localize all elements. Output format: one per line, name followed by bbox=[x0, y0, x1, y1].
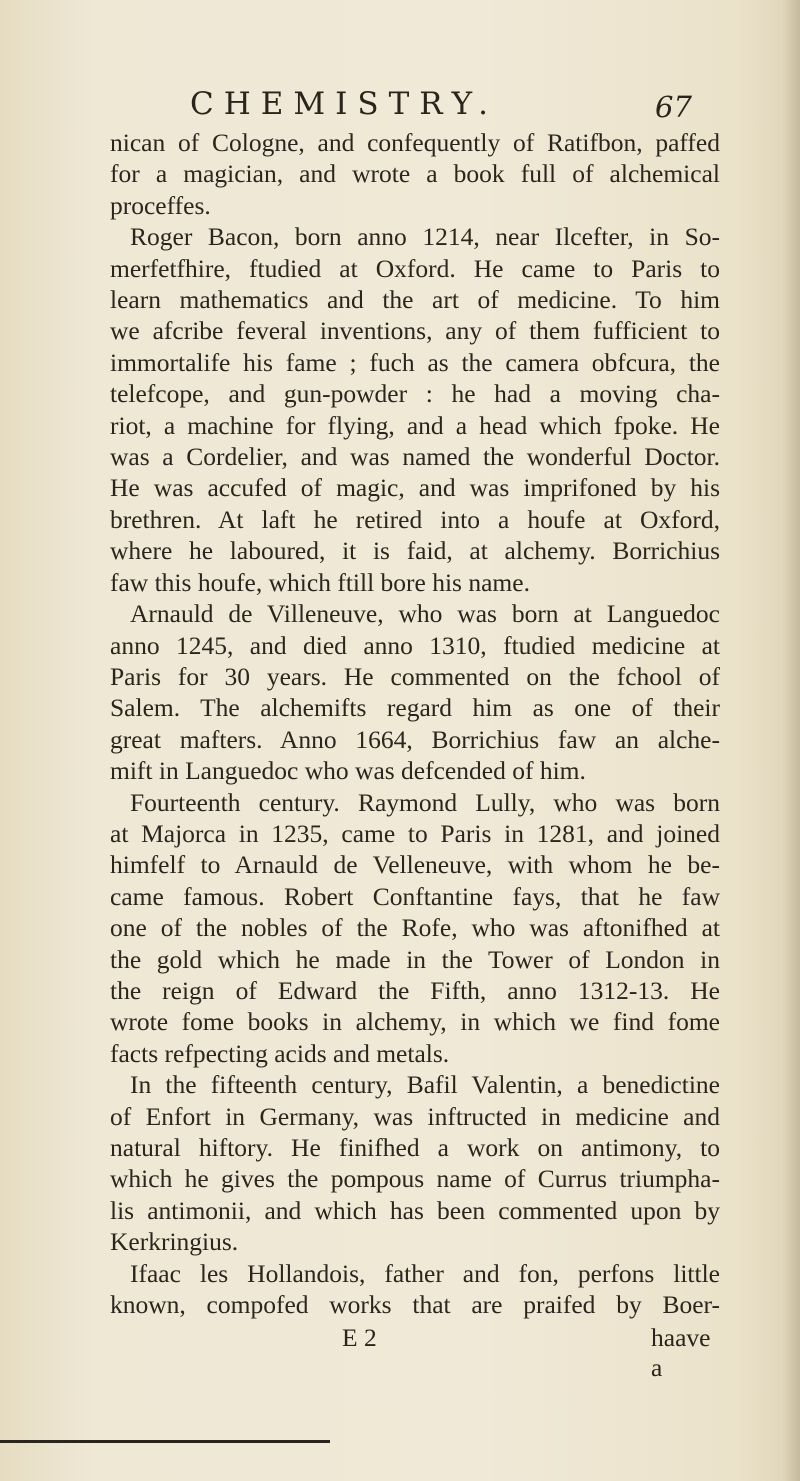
text-line: where he laboured, it is faid, at alchemy. Borrichius bbox=[110, 536, 720, 566]
text-line: Kerkringius. bbox=[110, 1227, 239, 1257]
text-line: brethren. At laft he retired into a houfe at Oxford, bbox=[110, 504, 720, 534]
text-line: nican of Cologne, and confequently of Ratifbon, paffed bbox=[110, 128, 720, 157]
body-text bbox=[110, 127, 720, 1320]
text-line: Ifaac les Hollandois, father and fon, perfons little bbox=[130, 1258, 720, 1288]
page-number: 67 bbox=[655, 90, 692, 124]
text-line: proceffes. bbox=[110, 190, 211, 220]
text-line: which he gives the pompous name of Currus triumpha- bbox=[110, 1164, 720, 1194]
text-line: we afcribe feveral inventions, any of them fufficient to bbox=[110, 316, 720, 346]
text-line: Paris for 30 years. He commented on the fchool of bbox=[110, 661, 720, 691]
text-line: Fourteenth century. Raymond Lully, who was born bbox=[130, 787, 720, 817]
text-line: learn mathematics and the art of medicine. To him bbox=[110, 285, 720, 315]
text-line: the reign of Edward the Fifth, anno 1312-13. He bbox=[110, 975, 720, 1005]
bottom-rule bbox=[0, 1440, 330, 1443]
text-line: riot, a machine for flying, and a head which fpoke. He bbox=[110, 410, 720, 440]
text-line: Salem. The alchemifts regard him as one of their bbox=[110, 693, 720, 723]
text-line: Roger Bacon, born anno 1214, near Ilcefter, in So- bbox=[130, 222, 720, 252]
text-line: at Majorca in 1235, came to Paris in 1281, and joined bbox=[110, 818, 720, 848]
text-line: faw this houfe, which ftill bore his name. bbox=[110, 567, 530, 597]
text-line: immortalife his fame ; fuch as the camera obfcura, the bbox=[110, 347, 720, 377]
text-line: was a Cordelier, and was named the wonderful Doctor. bbox=[110, 442, 720, 472]
text-line: anno 1245, and died anno 1310, ftudied medicine at bbox=[110, 630, 720, 660]
catchword: haave a bbox=[651, 1323, 711, 1382]
running-head-title: CHEMISTRY. bbox=[190, 86, 498, 122]
text-line: mift in Languedoc who was defcended of him. bbox=[110, 756, 586, 786]
text-line: He was accufed of magic, and was imprifoned by his bbox=[110, 473, 720, 503]
text-line: great mafters. Anno 1664, Borrichius faw an alche- bbox=[110, 724, 720, 754]
text-line: telefcope, and gun-powder : he had a moving cha- bbox=[110, 379, 720, 409]
text-line: of Enfort in Germany, was inftructed in medicine and bbox=[110, 1101, 720, 1131]
text-line: came famous. Robert Conftantine fays, that he faw bbox=[110, 881, 720, 911]
signature-mark: E 2 bbox=[342, 1323, 377, 1352]
text-line: In the fifteenth century, Bafil Valentin, a benedictine bbox=[130, 1070, 720, 1100]
text-line: known, compofed works that are praifed by Boer- bbox=[110, 1290, 720, 1320]
text-line: merfetfhire, ftudied at Oxford. He came to Paris to bbox=[110, 253, 720, 283]
text-line: wrote fome books in alchemy, in which we find fome bbox=[110, 1007, 720, 1037]
text-line: one of the nobles of the Rofe, who was aftonifhed at bbox=[110, 913, 720, 943]
text-line: lis antimonii, and which has been commented upon by bbox=[110, 1195, 720, 1225]
text-line: facts refpecting acids and metals. bbox=[110, 1038, 450, 1068]
text-line: natural hiftory. He finifhed a work on antimony, to bbox=[110, 1133, 720, 1162]
text-line: for a magician, and wrote a book full of alchemical bbox=[110, 159, 720, 189]
page-edge-shadow bbox=[782, 0, 800, 1481]
text-line: Arnauld de Villeneuve, who was born at Languedoc bbox=[130, 599, 720, 629]
text-line: himfelf to Arnauld de Velleneuve, with whom he be- bbox=[110, 850, 720, 880]
text-line: the gold which he made in the Tower of London in bbox=[110, 944, 720, 974]
